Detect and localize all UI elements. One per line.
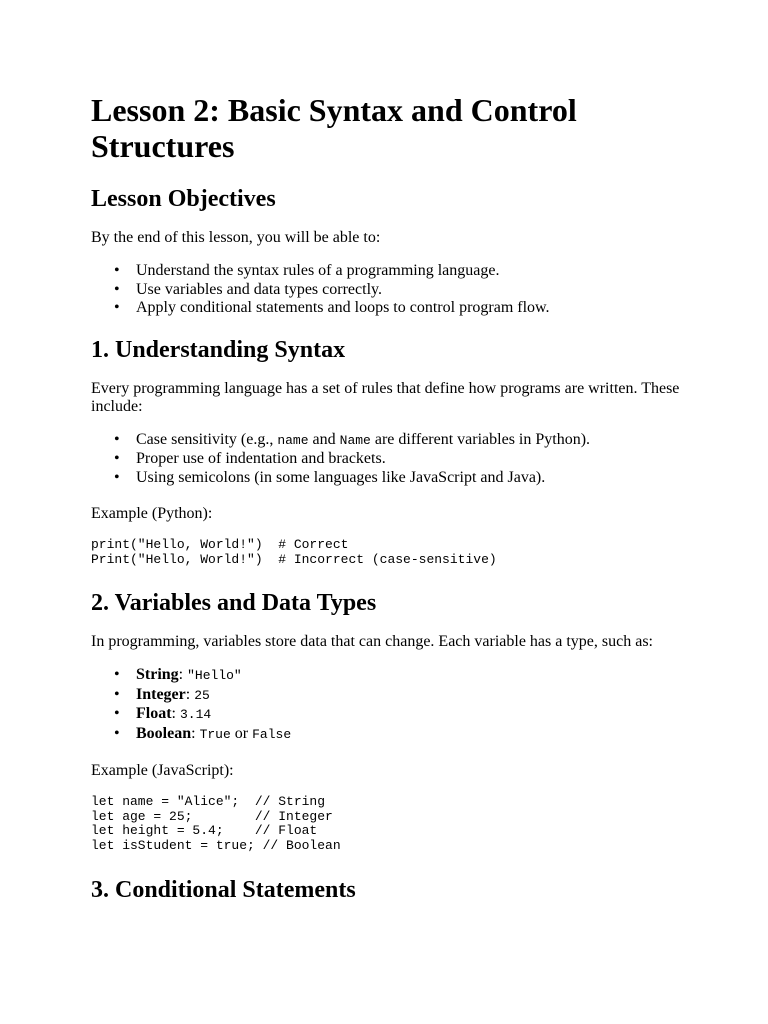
list-item: • Using semicolons (in some languages like JavaScript and Java). bbox=[136, 469, 691, 488]
text: or bbox=[230, 724, 253, 742]
list-item: • Apply conditional statements and loops to control program flow. bbox=[136, 299, 691, 318]
syntax-intro: Every programming language has a set of rules that define how programs are written. These include: bbox=[91, 379, 680, 415]
list-item bbox=[136, 686, 691, 706]
separator: : bbox=[191, 724, 200, 742]
list-item bbox=[136, 666, 691, 686]
variables-intro: In programming, variables store data that can change. Each variable has a type, such as: bbox=[91, 633, 653, 651]
type-name: Float bbox=[136, 705, 172, 723]
data-types-list bbox=[91, 666, 691, 744]
type-name: String bbox=[136, 666, 179, 684]
objectives-intro: By the end of this lesson, you will be able to: bbox=[91, 229, 381, 246]
variables-example-label: Example (JavaScript): bbox=[91, 762, 234, 780]
list-item: • Use variables and data types correctly. bbox=[136, 281, 691, 300]
list-item: • Proper use of indentation and brackets. bbox=[136, 450, 691, 469]
page-title: Lesson 2: Basic Syntax and Control Structures bbox=[91, 92, 577, 164]
list-item: • Understand the syntax rules of a programming language. bbox=[136, 262, 691, 281]
separator: : bbox=[178, 666, 188, 684]
variables-heading: 2. Variables and Data Types bbox=[91, 590, 377, 617]
text: Case sensitivity (e.g., bbox=[136, 430, 278, 448]
list-item bbox=[136, 431, 691, 451]
objectives-heading: Lesson Objectives bbox=[91, 186, 276, 212]
list-item bbox=[136, 705, 691, 725]
javascript-code-block: let name = "Alice"; // String let age = 25; // Integer let height = 5.4; // Float let isStudent = true; // Boolean bbox=[91, 794, 341, 853]
syntax-example-label: Example (Python): bbox=[91, 505, 213, 522]
type-name: Boolean bbox=[136, 724, 192, 742]
text: and bbox=[308, 430, 340, 448]
separator: : bbox=[171, 705, 180, 723]
type-name: Integer bbox=[136, 685, 186, 703]
document-page bbox=[91, 92, 691, 920]
inline-code: "Hello" bbox=[187, 668, 242, 684]
objectives-list bbox=[91, 262, 691, 318]
inline-code: name bbox=[277, 432, 309, 448]
inline-code: 3.14 bbox=[180, 707, 212, 723]
inline-code: 25 bbox=[194, 687, 210, 703]
inline-code: False bbox=[252, 726, 292, 742]
text: are different variables in Python). bbox=[370, 430, 591, 448]
syntax-heading: 1. Understanding Syntax bbox=[91, 336, 346, 363]
list-item bbox=[136, 725, 691, 745]
python-code-block: print("Hello, World!") # Correct Print("Hello, World!") # Incorrect (case-sensitive) bbox=[91, 537, 497, 567]
separator: : bbox=[185, 685, 195, 703]
syntax-list bbox=[91, 431, 691, 488]
inline-code: Name bbox=[339, 432, 371, 448]
conditionals-heading: 3. Conditional Statements bbox=[91, 876, 356, 903]
inline-code: True bbox=[199, 726, 231, 742]
